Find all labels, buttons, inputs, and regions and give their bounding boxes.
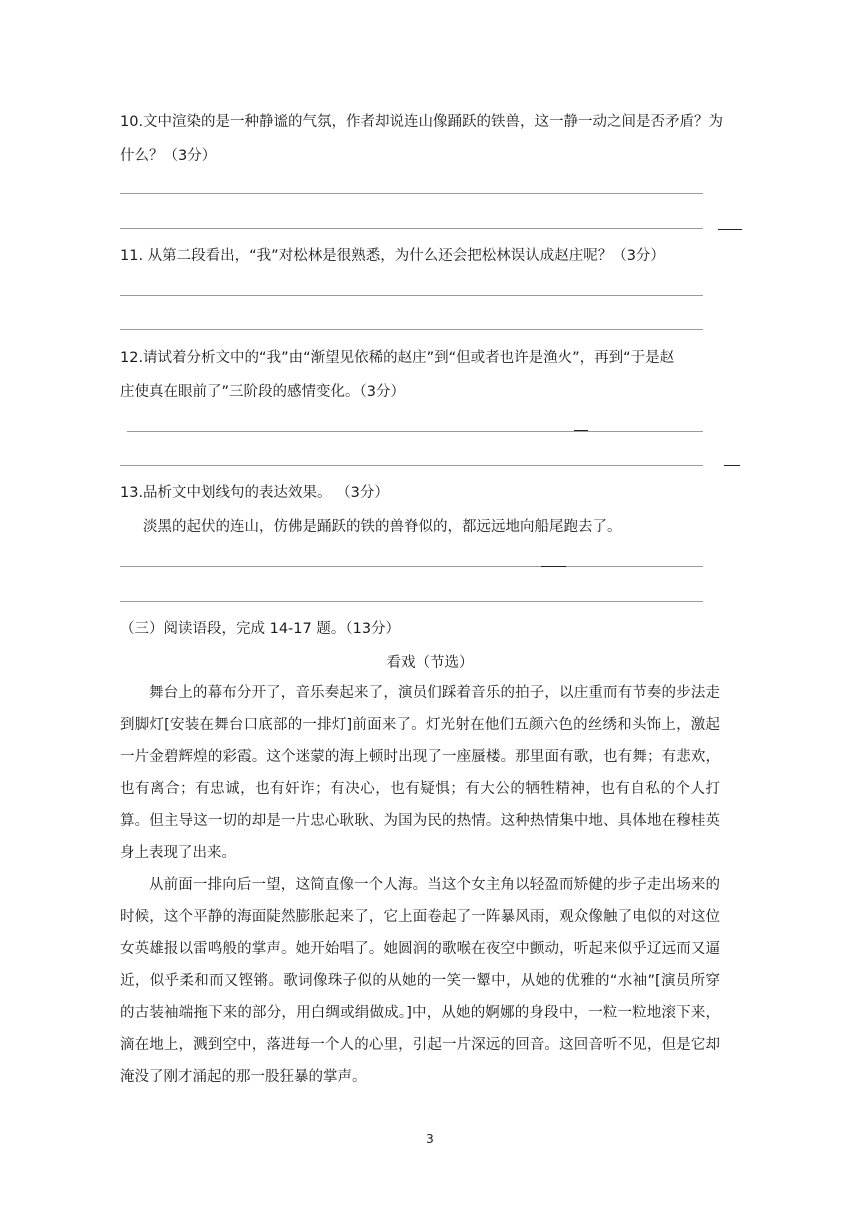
- dash-mark: [718, 229, 742, 230]
- question-13-text: 13.品析文中划线句的表达效果。 （3分）: [120, 485, 389, 501]
- question-10-text: 10.文中渲染的是一种静谧的气氛，作者却说连山像踊跃的铁兽，这一静一动之间是否矛盾？为: [120, 114, 724, 130]
- passage-paragraph-2: 从前面一排向后一望，这简直像一个人海。当这个女主角以轻盈而矫健的步子走出场来的时候，这个平静的海面陡然膨胀起来了，它上面卷起了一阵暴风雨，观众像触了电似的对这位女英雄报以雷鸣般的掌声。她开始唱了。她圆润的歌喉在夜空中颤动，听起来似乎辽远而又逼近，似乎柔和而又铿锵。歌词像珠子似的从她的一笑一颦中，从她的优雅的“水袖”[演员所穿的古装袖端拖下来的部分，用白绸或绢做成。]中，从她的婀娜的身段中，一粒一粒地滚下来，滴在地上，溅到空中，落进每一个人的心里，引起一片深远的回音。这回音听不见，但是它却淹没了刚才涌起的那一股狂暴的掌声。: [120, 877, 720, 1085]
- section-heading: （三）阅读语段，完成 14-17 题。（13分）: [120, 621, 401, 637]
- passage-paragraph-1: 舞台上的幕布分开了，音乐奏起来了，演员们踩着音乐的拍子，以庄重而有节奏的步法走到脚灯[安装在舞台口底部的一排灯]前面来了。灯光射在他们五颜六色的丝绣和头饰上，激起一片金碧辉煌的彩霞。这个迷蒙的海上顿时出现了一座蜃楼。那里面有歌，也有舞；有悲欢，也有离合；有忠诚，也有奸诈；有决心，也有疑惧；有大公的牺牲精神，也有自私的个人打算。但主导这一切的却是一片忠心耿耿、为国为民的热情。这种热情集中地、具体地在穆桂英身上表现了出来。: [120, 685, 720, 861]
- question-12-text: 12.请试着分析文中的“我”由“渐望见依稀的赵庄”到“但或者也许是渔火”，再到“于是赵: [120, 350, 675, 366]
- passage-title: 看戏（节选）: [386, 655, 474, 671]
- question-12-text-cont: 庄使真在眼前了”三阶段的感情变化。（3分）: [120, 384, 405, 400]
- question-10-text-cont: 什么？（3分）: [120, 148, 217, 164]
- dash-mark: [724, 465, 740, 466]
- dash-mark: [541, 566, 566, 567]
- answer-line[interactable]: [120, 329, 703, 330]
- answer-line[interactable]: [120, 295, 703, 296]
- answer-line[interactable]: [120, 566, 703, 567]
- dash-mark: [574, 430, 588, 431]
- question-11-text: 11. 从第二段看出，“我”对松林是很熟悉，为什么还会把松林误认成赵庄呢？（3分）: [120, 248, 665, 264]
- question-13-quote: 淡黑的起伏的连山，仿佛是踊跃的铁的兽脊似的，都远远地向船尾跑去了。: [143, 519, 622, 535]
- answer-line[interactable]: [127, 431, 703, 432]
- answer-line[interactable]: [120, 228, 703, 229]
- answer-line[interactable]: [120, 193, 703, 194]
- page-number: 3: [426, 1132, 434, 1146]
- answer-line[interactable]: [120, 465, 703, 466]
- answer-line[interactable]: [120, 601, 703, 602]
